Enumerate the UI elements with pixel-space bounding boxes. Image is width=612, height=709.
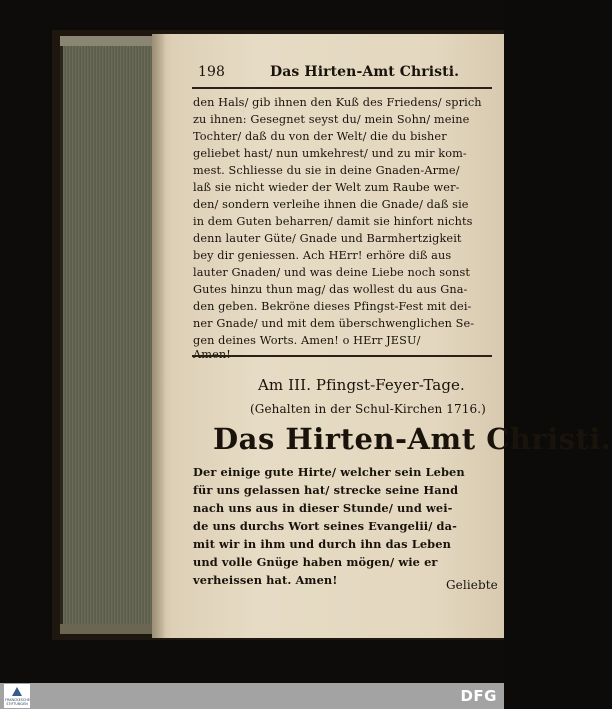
page-edges-bottom (60, 624, 158, 634)
sermon-title: Das Hirten-Amt Christi. (213, 422, 612, 456)
running-head: Das Hirten-Amt Christi. (270, 64, 460, 80)
held-in-note: (Gehalten in der Schul-Kirchen 1716.) (250, 402, 486, 416)
catchword: Geliebte (446, 578, 498, 592)
section-rule (192, 355, 492, 357)
text-line: verheissen hat. Amen! (193, 573, 338, 587)
viewer-footer-bar (0, 683, 504, 709)
foundation-emblem-icon (12, 687, 22, 696)
text-line: lauter Gnaden/ und was deine Liebe noch sonst (193, 266, 471, 279)
text-line: denn lauter Güte/ Gnade und Barmhertzigkeit (193, 232, 462, 245)
text-line: ner Gnade/ und mit dem überschwenglichen Se- (193, 317, 475, 330)
text-line: laß sie nicht wieder der Welt zum Raube wer- (193, 181, 460, 194)
text-line: Tochter/ daß du von der Welt/ die du bisher (193, 130, 447, 143)
text-line: geliebet hast/ nun umkehrest/ und zu mir kom- (193, 147, 467, 160)
header-rule (192, 87, 492, 89)
text-line: den Hals/ gib ihnen den Kuß des Friedens/ sprich (193, 96, 482, 109)
page-gutter (152, 34, 166, 638)
page-edges-top (60, 36, 158, 46)
text-line: und volle Gnüge haben mögen/ wie er (193, 555, 438, 569)
text-line: den geben. Bekröne dieses Pfingst-Fest mit dei- (193, 300, 472, 313)
text-line: de uns durchs Wort seines Evangelii/ da- (193, 519, 457, 533)
text-line: Der einige gute Hirte/ welcher sein Leben (193, 465, 465, 479)
text-line: mest. Schliesse du sie in deine Gnaden-Arme/ (193, 164, 460, 177)
page-edges (60, 36, 161, 634)
text-line: gen deines Worts. Amen! o HErr JESU/ (193, 334, 421, 347)
dfg-logo[interactable]: DFG (460, 687, 497, 705)
page-number: 198 (198, 64, 226, 80)
text-line: Gutes hinzu thun mag/ das wollest du aus Gna- (193, 283, 468, 296)
text-line: den/ sondern verleihe ihnen die Gnade/ daß sie (193, 198, 469, 211)
franckesche-stiftungen-logo[interactable] (4, 684, 30, 708)
section-heading: Am III. Pfingst-Feyer-Tage. (258, 376, 465, 394)
text-line: mit wir in ihm und durch ihn das Leben (193, 537, 451, 551)
text-line: bey dir geniessen. Ach HErr! erhöre diß aus (193, 249, 452, 262)
logo-caption: FRANCKESCHE STIFTUNGEN (5, 698, 30, 706)
text-line: nach uns aus in dieser Stunde/ und wei- (193, 501, 453, 515)
text-line: in dem Guten beharren/ damit sie hinfort nichts (193, 215, 473, 228)
text-line: zu ihnen: Gesegnet seyst du/ mein Sohn/ meine (193, 113, 470, 126)
text-line: für uns gelassen hat/ strecke seine Hand (193, 483, 459, 497)
